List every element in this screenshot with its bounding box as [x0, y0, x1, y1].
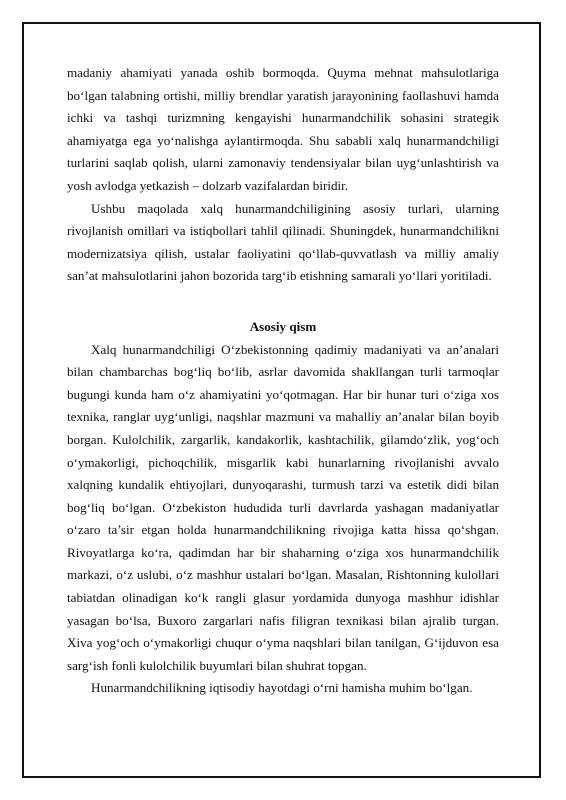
document-body — [67, 62, 499, 700]
paragraph: Ushbu maqolada xalq hunarmandchiligining asosiy turlari, ularning rivojlanish omillari va istiqbollari tahlil qilinadi. Shuningdek, hunarmandchilikni modernizatsiya qilish, ustalar faoliyatini qo‘llab-quvvatlash va milliy amaliy san’at mahsulotlarini jahon bozorida targ‘ib etishning samarali yo‘llari yoritiladi. — [67, 200, 499, 284]
paragraph: Xalq hunarmandchiligi O‘zbekistonning qadimiy madaniyati va an’analari bilan chambarchas bog‘liq bo‘lib, asrlar davomida shakllangan turli tarmoqlar bugungi kunda ham o‘z ahamiyatini yo‘qotmagan. Har bir hunar turi o‘ziga xos texnika, ranglar uyg‘unligi, naqshlar mazmuni va mahalliy an’analar bilan boyib borgan. Kulolchilik, zargarlik, kandakorlik, kashtachilik, gilamdo‘zlik, yog‘och o‘ymakorligi, pichoqchilik, misgarlik kabi hunarlarning rivojlanishi avvalo xalqning kundalik ehtiyojlari, dunyoqarashi, turmush tarzi va estetik didi bilan bog‘liq bo‘lgan. O‘zbekiston hududida turli davrlarda yashagan madaniyatlar o‘zaro ta’sir etgan holda hunarmandchilikning rivojiga katta hissa qo‘shgan. Rivoyatlarga ko‘ra, qadimdan har bir shaharning o‘ziga xos hunarmandchilik markazi, o‘z uslubi, o‘z mashhur ustalari bo‘lgan. Masalan, Rishtonning kulollari tabiatdan olinadigan ko‘k rangli glasur yordamida dunyoga mashhur idishlar yasagan bo‘lsa, Buxoro zargarlari nafis filigran texnikasi bilan ajralib turgan. Xiva yog‘och o‘ymakorligi chuqur o‘yma naqshlari bilan tanilgan, G‘ijduvon esa sarg‘ish fonli kulolchilik buyumlari bilan shuhrat topgan. — [67, 341, 499, 673]
paragraph: Hunarmandchilikning iqtisodiy hayotdagi o‘rni hamisha muhim bo‘lgan. — [91, 680, 473, 696]
paragraph: madaniy ahamiyati yanada oshib bormoqda. Quyma mehnat mahsulotlariga bo‘lgan talabning ortishi, milliy brendlar yaratish jarayonining faollashuvi hamda ichki va tashqi turizmning kengayishi hunarmandchilik sohasini strategik ahamiyatga ega yo‘nalishga aylantirmoqda. Shu sababli xalq hunarmandchiligi turlarini saqlab qolish, ularni zamonaviy tendensiyalar bilan uyg‘unlashtirish va yosh avlodga yetkazish – dolzarb vazifalardan biridir. — [67, 65, 499, 193]
section-heading: Asosiy qism — [249, 318, 317, 334]
